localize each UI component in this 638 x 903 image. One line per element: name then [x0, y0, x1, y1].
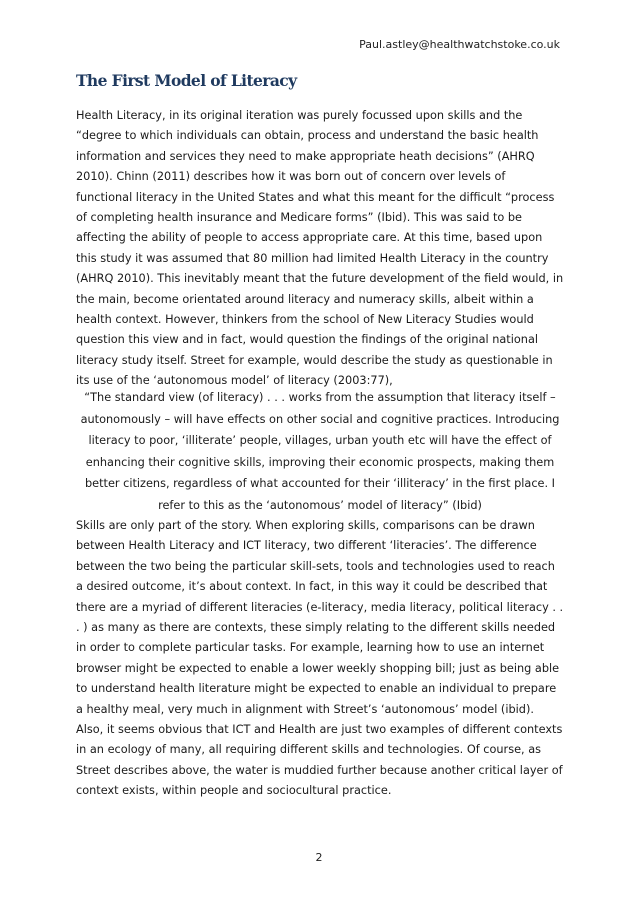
- quote-text: “The standard view (of literacy) . . . works from the assumption that literacy itself – autonomously – will have effects on other social and cognitive practices. Introducing literacy to poor, ‘illiterate’ people, villages, urban youth etc will have the effect of enhancing their cognitive skills, improving their economic prospects, making them better citizens, regardless of what accounted for their ‘illiteracy’ in the first place. I refer to this as the ‘autonomous’ model of literacy” (Ibid): [80, 391, 560, 512]
- paragraph-text: Skills are only part of the story. When exploring skills, comparisons can be drawn between Health Literacy and ICT literacy, two different ‘literacies’. The difference between the two being the particular skill-sets, tools and technologies used to reach a desired outcome, it’s about context. In fact, in this way it could be described that there are a myriad of different literacies (e-literacy, media literacy, political literacy . . . ) as many as there are contexts, these simply relating to the different skills needed in order to complete particular tasks. For example, learning how to use an internet browser might be expected to enable a lower weekly shopping bill; just as being able to understand health literature might be expected to enable an individual to prepare a healthy meal, very much in alignment with Street’s ‘autonomous’ model (ibid). Also, it seems obvious that ICT and Health are just two examples of different contexts in an ecology of many, all requiring different skills and technologies. Of course, as Street describes above, the water is muddied further because another critical layer of context exists, within people and sociocultural practice.: [76, 519, 564, 798]
- page-number: 2: [315, 851, 323, 864]
- header-email: Paul.astley@healthwatchstoke.co.uk: [359, 38, 560, 51]
- section-title: The First Model of Literacy: [76, 71, 297, 90]
- block-quote: [72, 387, 568, 517]
- body-paragraph-2: [76, 516, 564, 802]
- body-paragraph-1: [76, 106, 564, 392]
- paragraph-text: Health Literacy, in its original iteration was purely focussed upon skills and the “degree to which individuals can obtain, process and understand the basic health information and services they need to make appropriate heath decisions” (AHRQ 2010). Chinn (2011) describes how it was born out of concern over levels of functional literacy in the United States and what this meant for the difficult “process of completing health insurance and Medicare forms” (Ibid). This was said to be affecting the ability of people to access appropriate care. At this time, based upon this study it was assumed that 80 million had limited Health Literacy in the country (AHRQ 2010). This inevitably meant that the future development of the field would, in the main, become orientated around literacy and numeracy skills, albeit within a health context. However, thinkers from the school of New Literacy Studies would question this view and in fact, would question the findings of the original national literacy study itself. Street for example, would describe the study as questionable in its use of the ‘autonomous model’ of literacy (2003:77),: [76, 109, 564, 388]
